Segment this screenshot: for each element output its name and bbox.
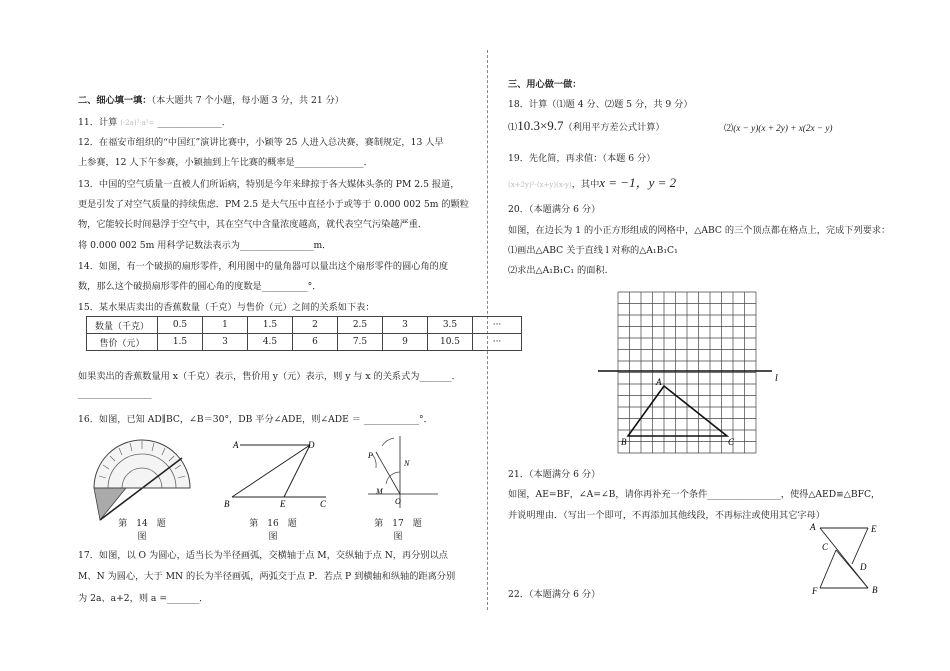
table-cell: 数量（千克）	[87, 317, 158, 334]
q11-text: 11．计算	[78, 117, 118, 128]
table-cell: 0.5	[158, 317, 203, 334]
figure-14-protractor	[86, 438, 196, 524]
fig16-label-c: C	[320, 499, 327, 509]
q11-faint-expression: (-2a)³·a²=	[120, 119, 155, 127]
q18-part2-expression: (x − y)(x + 2y) + x(2x − y)	[733, 123, 833, 133]
q22-title: 22．（本题满分 6 分）	[508, 589, 601, 600]
caption-14-line2: 图	[137, 532, 147, 542]
fig21-label-f: F	[812, 586, 818, 596]
caption-16-line1: 第 16 题	[249, 519, 297, 529]
caption-figure-16	[243, 518, 303, 544]
table-cell: 3	[203, 334, 248, 351]
fig21-label-b: B	[872, 585, 878, 595]
q14-line2: 数，那么这个破损扇形零件的圆心角的度数是__________°．	[78, 281, 322, 292]
caption-16-line2: 图	[268, 532, 278, 542]
q15-intro: 15．某水果店卖出的香蕉数量（千克）与售价（元）之间的关系如下表：	[78, 302, 375, 313]
section-three-title: 三、用心做一做：	[508, 79, 582, 90]
fig16-label-e: E	[280, 499, 286, 509]
q17-line1: 17．如图，以 O 为圆心，适当长为半径画弧，交横轴于点 M，交纵轴于点 N，再分别以点	[78, 550, 448, 561]
q18-part1	[508, 118, 665, 134]
grid-label-a: A	[656, 377, 662, 387]
table-cell: 2.5	[338, 317, 383, 334]
caption-figure-14	[112, 518, 172, 544]
q20-title: 20．（本题满分 6 分）	[508, 204, 601, 215]
table-cell: ···	[473, 334, 522, 351]
table-cell: 9	[383, 334, 428, 351]
caption-14-line1: 第 14 题	[118, 519, 166, 529]
q15-line2: ________________	[78, 388, 152, 399]
fig17-label-o: O	[395, 497, 401, 506]
figure-20-grid	[596, 288, 796, 458]
q12-line1: 12．在福安市组织的“中国红”演讲比赛中，小颖等 25 人进入总决赛，赛制规定，13 人早	[78, 137, 444, 148]
grid-label-b: B	[621, 437, 627, 447]
triangle-abc	[628, 386, 727, 436]
table-cell: 3.5	[428, 317, 473, 334]
q21-title: 21．（本题满分 6 分）	[508, 469, 601, 480]
q15-line1: 如果卖出的香蕉数量用 x（千克）表示，售价用 y（元）表示，则 y 与 x 的关系式为_______．	[78, 371, 461, 382]
table-row	[87, 334, 522, 351]
figure-17-construction	[360, 432, 442, 510]
table-cell: 2	[293, 317, 338, 334]
table-row	[87, 317, 522, 334]
section-two-header	[78, 92, 344, 106]
grid-label-l: l	[775, 373, 778, 384]
q19-condition: x = −1，y = 2	[599, 175, 677, 190]
q18-part2	[724, 120, 832, 134]
q20-line1: 如图，在边长为 1 的小正方形组成的网格中，△ABC 的三个顶点都在格点上，完成下列要求：	[508, 225, 891, 236]
q19-where: ，其中	[571, 179, 600, 190]
q16-text: 16．如图，已知 AD∥BC，∠B＝30°，DB 平分∠ADE，则∠ADE ＝ ____________°．	[78, 414, 433, 425]
q11-blank: ______________．	[157, 117, 231, 128]
fig17-label-n: N	[404, 459, 410, 468]
q13-line4: 将 0.000 002 5m 用科学记数法表示为________________m．	[78, 240, 332, 251]
table-cell: ···	[473, 317, 522, 334]
table-cell: 7.5	[338, 334, 383, 351]
q13-line2: 更是引发了对空气质量的持续焦虑．PM 2.5 是大气压中直径小于或等于 0.000 002 5m 的颗粒	[78, 199, 469, 210]
q18-part1-number: ⑴	[508, 122, 518, 133]
q18-part2-number: ⑵	[724, 123, 734, 134]
q15-table	[86, 316, 522, 351]
caption-figure-17	[368, 518, 428, 544]
table-cell: 1	[203, 317, 248, 334]
q18-part1-expression: 10.3×9.7	[517, 118, 564, 133]
table-cell: 6	[293, 334, 338, 351]
section-two-title: 二、细心填一填：	[78, 95, 152, 106]
fig16-label-d: D	[308, 440, 315, 450]
q20-line3: ⑵求出△A₁B₁C₁ 的面积.	[508, 265, 608, 276]
q20-line2: ⑴画出△ABC 关于直线 l 对称的△A₁B₁C₁	[508, 245, 678, 256]
fig17-label-p: P	[368, 451, 373, 460]
fig21-label-e: E	[871, 524, 877, 534]
table-cell: 3	[383, 317, 428, 334]
q13-line3: 物，它能较长时间悬浮于空气中，其在空气中含量浓度越高，就代表空气污染越严重．	[78, 219, 428, 230]
q17-line3: 为 2a、a+2，则 a =_______．	[78, 593, 209, 604]
table-cell: 1.5	[158, 334, 203, 351]
section-two-desc: （本大题共 7 个小题，每小题 3 分，共 21 分）	[151, 95, 344, 106]
q21-line1: 如图，AE=BF，∠A=∠B，请你再补充一个条件________________，使得△AED≌△BFC，	[508, 489, 881, 500]
table-cell: 售价（元）	[87, 334, 158, 351]
question-11	[78, 114, 231, 128]
grid-label-c: C	[728, 437, 735, 447]
q13-line1: 13．中国的空气质量一直被人们所诟病，特别是今年来肆掠于各大媒体头条的 PM 2.5 报道，	[78, 179, 460, 190]
q19-body	[508, 172, 676, 191]
q21-line2: 并说明理由．（写出一个即可，不再添加其他线段，不再标注或使用其它字母）	[508, 510, 825, 521]
figure-16-lines	[226, 438, 336, 510]
figure-21-triangles	[808, 520, 890, 596]
fig16-label-b: B	[224, 499, 230, 509]
grid-lines	[618, 292, 756, 453]
q19-title: 19．先化简，再求值：（本题 6 分）	[508, 153, 656, 164]
table-cell: 10.5	[428, 334, 473, 351]
q17-line2: M、N 为圆心，大于 MN 的长为半径画弧，两弧交于点 P．若点 P 到横轴和纵轴的距离分别	[78, 571, 456, 582]
q18-title: 18．计算（⑴题 4 分、⑵题 5 分，共 9 分）	[508, 99, 693, 110]
q14-line1: 14．如图，有一个破损的扇形零件，利用图中的量角器可以量出这个扇形零件的圆心角的度	[78, 261, 449, 272]
q18-part1-note: （利用平方差公式计算）	[563, 122, 665, 133]
table-cell: 4.5	[248, 334, 293, 351]
caption-17-line1: 第 17 题	[374, 519, 422, 529]
q19-faint-expression: (x+2y)²-(x+y)(x-y)	[508, 181, 572, 189]
fig21-label-d: D	[860, 562, 867, 572]
fig21-label-c: C	[822, 542, 829, 552]
q12-line2: 上参赛，12 人下午参赛，小颖抽到上午比赛的概率是_______________．	[78, 157, 373, 168]
fig21-label-a: A	[810, 522, 816, 532]
fig16-label-a: A	[233, 440, 239, 450]
table-cell: 1.5	[248, 317, 293, 334]
fig17-label-m: M	[376, 487, 383, 496]
caption-17-line2: 图	[393, 532, 403, 542]
